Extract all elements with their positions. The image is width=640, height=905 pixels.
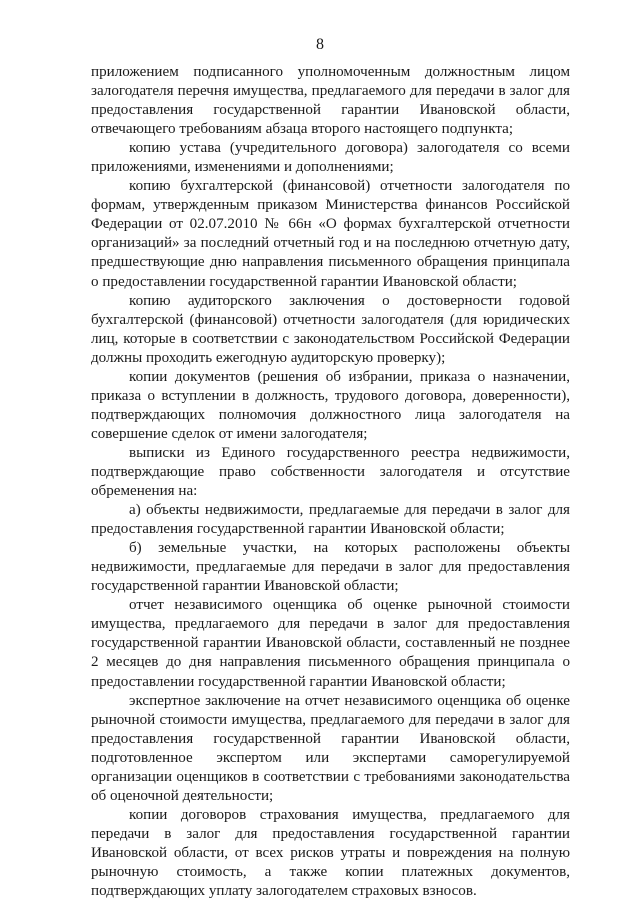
page-number: 8 [316,36,324,53]
paragraph-financial-statements: копию бухгалтерской (финансовой) отчетности залогодателя по формам, утвержденным приказом Министерства финансов Российской Федерации от 02.07.2010 № 66н «О формах бухгалтерской отчетности организаций» за последний отчетный год и на последнюю отчетную дату, предшествующие дню направления письменного обращения принципала о предоставлении государственной гарантии Ивановской области; [91,178,570,290]
paragraph-authority-documents: копии документов (решения об избрании, приказа о назначении, приказа о вступлении в должность, трудового договора, доверенности), подтверждающих полномочия должностного лица залогодателя на совершение сделок от имени залогодателя; [91,368,570,442]
paragraph-appraisal-report: отчет независимого оценщика об оценке рыночной стоимости имущества, предлагаемого для передачи в залог для предоставления государственной гарантии Ивановской области, составленный не позднее 2 месяцев до дня направления письменного обращения принципала о предоставлении государственной гарантии Ивановской области; [91,597,570,690]
paragraph-charter-copy: копию устава (учредительного договора) залогодателя со всеми приложениями, изменениями и дополнениями; [91,140,570,176]
paragraph-expert-opinion: экспертное заключение на отчет независимого оценщика об оценке рыночной стоимости имущества, предлагаемого для передачи в залог для предоставления государственной гарантии Ивановской области, подготовленное экспертом или экспертами саморегулируемой организации оценщиков в соответствии с требованиями законодательства об оценочной деятельности; [91,692,570,804]
document-body [91,63,570,901]
paragraph-list-continuation: приложением подписанного уполномоченным должностным лицом залогодателя перечня имущества, предлагаемого для передачи в залог для предоставления государственной гарантии Ивановской области, отвечающего требованиям абзаца второго настоящего подпункта; [91,64,570,138]
paragraph-item-b: б) земельные участки, на которых расположены объекты недвижимости, предлагаемые для передачи в залог для предоставления государственной гарантии Ивановской области; [91,540,570,595]
paragraph-item-a: а) объекты недвижимости, предлагаемые для передачи в залог для предоставления государственной гарантии Ивановской области; [91,502,570,538]
paragraph-insurance-contracts: копии договоров страхования имущества, предлагаемого для передачи в залог для предоставления государственной гарантии Ивановской области, от всех рисков утраты и повреждения на полную рыночную стоимость, а также копии платежных документов, подтверждающих уплату залогодателем страховых взносов. [91,806,570,900]
paragraph-registry-extracts: выписки из Единого государственного реестра недвижимости, подтверждающие право собственности залогодателя и отсутствие обременения на: [91,444,570,500]
paragraph-audit-report: копию аудиторского заключения о достоверности годовой бухгалтерской (финансовой) отчетности залогодателя (для юридических лиц, которые в соответствии с законодательством Российской Федерации должны проходить ежегодную аудиторскую проверку); [91,292,570,366]
